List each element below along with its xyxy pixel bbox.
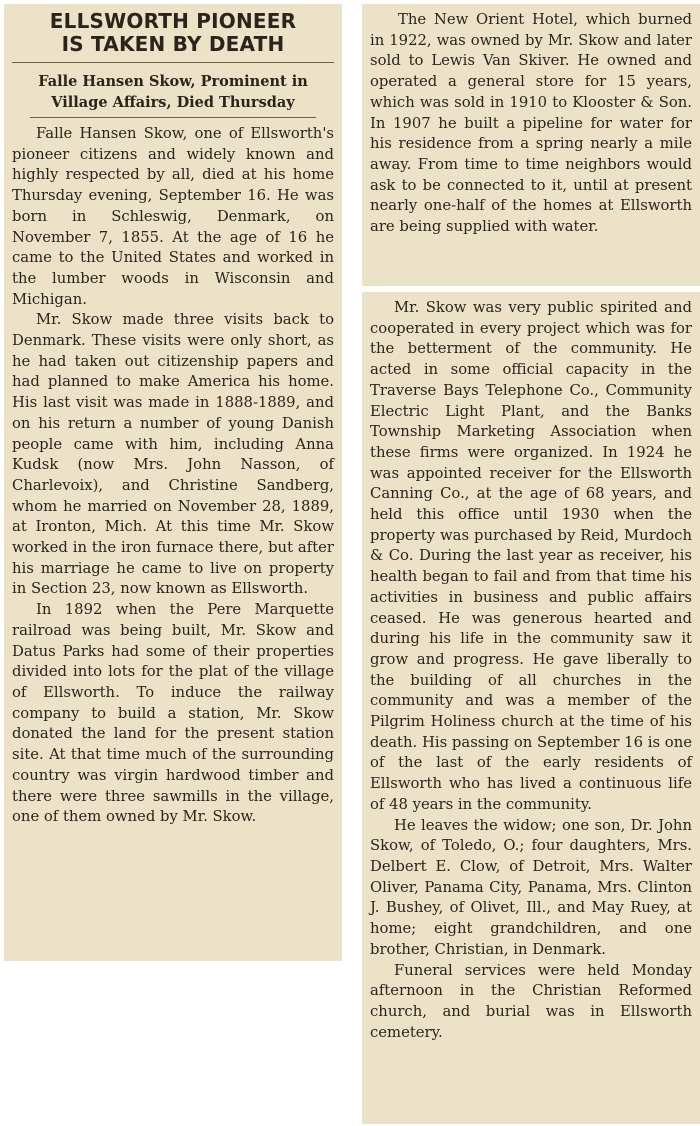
headline <box>12 10 334 56</box>
paragraph-1: Falle Hansen Skow, one of Ellsworth's pioneer citizens and widely known and highly respected by all, died at his home Thursday evening, September 16. He was born in Schleswig, Denmark, on November 7, 1855. At the age of 16 he came to the United States and worked in the lumber woods in Wisconsin and Michigan. <box>12 125 334 308</box>
paragraph-4: The New Orient Hotel, which burned in 1922, was owned by Mr. Skow and later sold to Lewis Van Skiver. He owned and operated a general store for 15 years, which was sold in 1910 to Klooster & Son. In 1907 he built a pipeline for water for his residence from a spring nearly a mile away. From time to time neighbors would ask to be connected to it, until at present nearly one-half of the homes at Ellsworth are being supplied with water. <box>370 11 692 236</box>
subheadline-line-1: Falle Hansen Skow, Prominent in <box>38 73 308 90</box>
paragraph-5: Mr. Skow was very public spirited and cooperated in every project which was for the betterment of the community. He acted in some official capacity in the Traverse Bays Telephone Co., Community Electric Light Plant, and the Banks Township Marketing Association when these firms were organized. In 1924 he was appointed receiver for the Ellsworth Canning Co., at the age of 68 years, and held this office until 1930 when the property was purchased by Reid, Murdoch & Co. During the last year as receiver, his health began to fail and from that time his activities in business and public affairs ceased. He was generous hearted and during his life in the community saw it grow and progress. He gave liberally to the building of all churches in the community and was a member of the Pilgrim Holiness church at the time of his death. His passing on September 16 is one of the last of the early residents of Ellsworth who has lived a continuous life of 48 years in the community. <box>370 299 692 813</box>
article-column-left <box>4 4 342 961</box>
headline-line-1: ELLSWORTH PIONEER <box>49 9 297 33</box>
paragraph-2: Mr. Skow made three visits back to Denmark. These visits were only short, as he had taken out citizenship papers and had planned to make America his home. His last visit was made in 1888-1889, and on his return a number of young Danish people came with him, including Anna Kudsk (now Mrs. John Nasson, of Charlevoix), and Christine Sandberg, whom he married on November 28, 1889, at Ironton, Mich. At this time Mr. Skow worked in the iron furnace there, but after his marriage he came to live on property in Section 23, now known as Ellsworth. <box>12 311 334 598</box>
subheadline-line-2: Village Affairs, Died Thursday <box>51 94 295 111</box>
paragraph-7: Funeral services were held Monday afternoon in the Christian Reformed church, and burial was in Ellsworth cemetery. <box>370 961 692 1041</box>
subheadline <box>12 62 334 113</box>
paragraph-3: In 1892 when the Pere Marquette railroad was being built, Mr. Skow and Datus Parks had some of their properties divided into lots for the plat of the village of Ellsworth. To induce the railway company to build a station, Mr. Skow donated the land for the present station site. At that time much of the surrounding country was virgin hardwood timber and there were three sawmills in the village, one of them owned by Mr. Skow. <box>12 601 334 826</box>
article-column-right-bottom <box>362 292 700 1124</box>
headline-line-2: IS TAKEN BY DEATH <box>61 32 285 56</box>
article-column-right-top <box>362 4 700 286</box>
divider <box>30 117 316 118</box>
paragraph-6: He leaves the widow; one son, Dr. John Skow, of Toledo, O.; four daughters, Mrs. Delbert E. Clow, of Detroit, Mrs. Walter Oliver, Panama City, Panama, Mrs. Clinton J. Bushey, of Olivet, Ill., and May Ruey, at home; eight grandchildren, and one brother, Christian, in Denmark. <box>370 816 692 958</box>
